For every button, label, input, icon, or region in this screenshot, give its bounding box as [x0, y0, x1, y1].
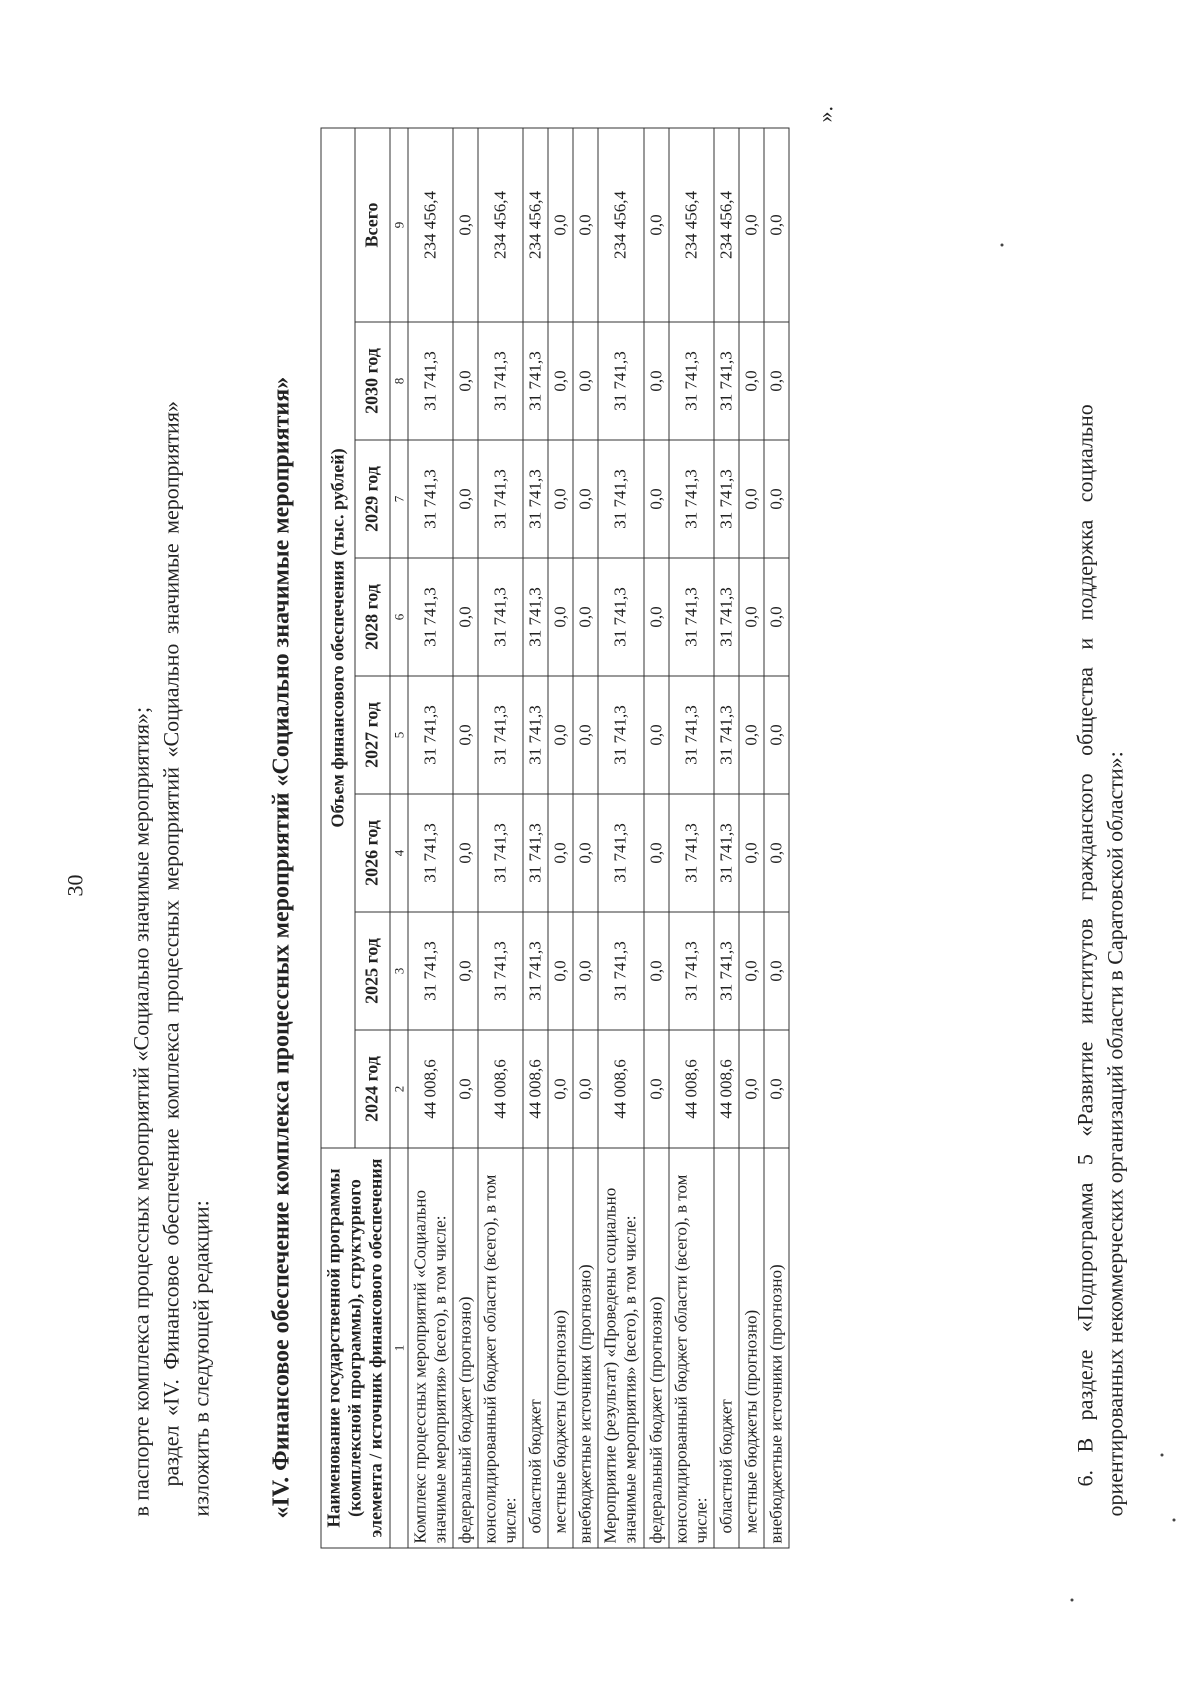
amount-cell: 0,0 [764, 794, 789, 912]
table-row [739, 128, 764, 1548]
amount-cell: 0,0 [739, 1030, 764, 1148]
table-row [478, 128, 523, 1548]
document-page [1, 0, 1200, 1697]
amount-cell: 0,0 [644, 558, 669, 676]
amount-cell: 0,0 [548, 440, 573, 558]
footer-line-2: ориентированных некоммерческих организаций области в Саратовской области»: [1102, 751, 1128, 1517]
row-source-name: местные бюджеты (прогнозно) [548, 1148, 573, 1548]
column-number: 9 [390, 128, 408, 322]
amount-cell: 31 741,3 [523, 322, 548, 440]
amount-cell: 31 741,3 [598, 322, 643, 440]
amount-cell: 234 456,4 [598, 128, 643, 322]
amount-cell: 0,0 [548, 912, 573, 1030]
table-body [408, 128, 789, 1548]
closing-mark: ». [812, 106, 838, 123]
row-source-name: внебюджетные источники (прогнозно) [764, 1148, 789, 1548]
amount-cell: 0,0 [764, 440, 789, 558]
amount-cell: 44 008,6 [523, 1030, 548, 1148]
amount-cell: 0,0 [453, 1030, 478, 1148]
amount-cell: 31 741,3 [523, 794, 548, 912]
amount-cell: 31 741,3 [408, 322, 453, 440]
amount-cell: 31 741,3 [714, 912, 739, 1030]
amount-cell: 0,0 [764, 322, 789, 440]
amount-cell: 0,0 [764, 558, 789, 676]
amount-cell: 44 008,6 [408, 1030, 453, 1148]
year-header: 2028 год [355, 558, 389, 676]
amount-cell: 234 456,4 [523, 128, 548, 322]
row-source-name: областной бюджет [714, 1148, 739, 1548]
amount-cell: 0,0 [644, 440, 669, 558]
row-source-name: Мероприятие (результат) «Проведены социально значимые мероприятия» (всего), в том числе: [598, 1148, 643, 1548]
table-row [573, 128, 598, 1548]
row-source-name: внебюджетные источники (прогнозно) [573, 1148, 598, 1548]
amount-cell: 31 741,3 [478, 558, 523, 676]
table-row [523, 128, 548, 1548]
amount-cell: 31 741,3 [669, 912, 714, 1030]
row-source-name: федеральный бюджет (прогнозно) [644, 1148, 669, 1548]
amount-cell: 0,0 [548, 1030, 573, 1148]
amount-cell: 31 741,3 [669, 558, 714, 676]
amount-cell: 0,0 [548, 128, 573, 322]
year-header: 2027 год [355, 676, 389, 794]
amount-cell: 0,0 [644, 1030, 669, 1148]
amount-cell: 0,0 [453, 676, 478, 794]
amount-cell: 0,0 [739, 794, 764, 912]
amount-cell: 31 741,3 [669, 676, 714, 794]
amount-cell: 0,0 [739, 128, 764, 322]
amount-cell: 0,0 [739, 440, 764, 558]
row-source-name: консолидированный бюджет области (всего), в том числе: [669, 1148, 714, 1548]
column-number: 1 [390, 1148, 408, 1548]
amount-cell: 31 741,3 [523, 912, 548, 1030]
intro-line-1: в паспорте комплекса процессных мероприятий «Социально значимые мероприятия»; [128, 706, 154, 1517]
amount-cell: 0,0 [453, 128, 478, 322]
amount-cell: 44 008,6 [478, 1030, 523, 1148]
column-number-row [390, 128, 408, 1548]
amount-cell: 0,0 [739, 676, 764, 794]
column-number: 4 [390, 794, 408, 912]
column-number: 2 [390, 1030, 408, 1148]
amount-cell: 44 008,6 [669, 1030, 714, 1148]
year-header: 2029 год [355, 440, 389, 558]
table-row [764, 128, 789, 1548]
amount-cell: 0,0 [644, 128, 669, 322]
row-source-name: консолидированный бюджет области (всего), в том числе: [478, 1148, 523, 1548]
year-header: Всего [355, 128, 389, 322]
amount-cell: 31 741,3 [408, 676, 453, 794]
amount-cell: 234 456,4 [714, 128, 739, 322]
amount-cell: 44 008,6 [598, 1030, 643, 1148]
amount-cell: 0,0 [764, 1030, 789, 1148]
intro-line-3: изложить в следующей редакции: [188, 1200, 214, 1517]
volume-column-header: Объем финансового обеспечения (тыс. рублей) [321, 128, 355, 1148]
amount-cell: 31 741,3 [408, 912, 453, 1030]
amount-cell: 0,0 [644, 322, 669, 440]
column-number: 5 [390, 676, 408, 794]
amount-cell: 0,0 [573, 912, 598, 1030]
amount-cell: 31 741,3 [714, 440, 739, 558]
amount-cell: 31 741,3 [478, 676, 523, 794]
amount-cell: 31 741,3 [714, 794, 739, 912]
year-header: 2026 год [355, 794, 389, 912]
amount-cell: 0,0 [764, 676, 789, 794]
table-row [408, 128, 453, 1548]
amount-cell: 31 741,3 [598, 912, 643, 1030]
column-number: 3 [390, 912, 408, 1030]
row-source-name: Комплекс процессных мероприятий «Социально значимые мероприятия» (всего), в том числе: [408, 1148, 453, 1548]
amount-cell: 234 456,4 [408, 128, 453, 322]
amount-cell: 234 456,4 [478, 128, 523, 322]
amount-cell: 0,0 [453, 322, 478, 440]
section-heading: «IV. Финансовое обеспечение комплекса процессных мероприятий «Социально значимые мероприятия» [268, 376, 295, 1519]
table-row [598, 128, 643, 1548]
amount-cell: 31 741,3 [598, 558, 643, 676]
amount-cell: 31 741,3 [408, 794, 453, 912]
table-row [644, 128, 669, 1548]
amount-cell: 0,0 [573, 676, 598, 794]
intro-line-2: раздел «IV. Финансовое обеспечение комплекса процессных мероприятий «Социально значимые мероприятия» [158, 401, 184, 1487]
scan-speck [1071, 1599, 1074, 1602]
scan-speck [1173, 1519, 1176, 1522]
amount-cell: 234 456,4 [669, 128, 714, 322]
column-number: 8 [390, 322, 408, 440]
year-header: 2025 год [355, 912, 389, 1030]
amount-cell: 31 741,3 [714, 322, 739, 440]
amount-cell: 31 741,3 [478, 440, 523, 558]
amount-cell: 0,0 [739, 322, 764, 440]
amount-cell: 31 741,3 [714, 558, 739, 676]
amount-cell: 31 741,3 [408, 558, 453, 676]
amount-cell: 0,0 [573, 322, 598, 440]
amount-cell: 31 741,3 [714, 676, 739, 794]
table-row [453, 128, 478, 1548]
amount-cell: 31 741,3 [669, 440, 714, 558]
amount-cell: 0,0 [764, 912, 789, 1030]
amount-cell: 31 741,3 [598, 794, 643, 912]
amount-cell: 31 741,3 [523, 558, 548, 676]
page-number: 30 [62, 874, 88, 897]
amount-cell: 0,0 [644, 676, 669, 794]
amount-cell: 31 741,3 [598, 676, 643, 794]
scan-speck [1001, 244, 1004, 247]
year-header: 2030 год [355, 322, 389, 440]
amount-cell: 0,0 [548, 676, 573, 794]
amount-cell: 0,0 [573, 794, 598, 912]
amount-cell: 31 741,3 [669, 794, 714, 912]
amount-cell: 0,0 [573, 1030, 598, 1148]
footer-line-1: 6. В разделе «Подпрограмма 5 «Развитие институтов гражданского общества и поддержка социально [1072, 404, 1098, 1487]
scan-speck [1161, 1454, 1164, 1457]
amount-cell: 0,0 [548, 322, 573, 440]
year-header: 2024 год [355, 1030, 389, 1148]
amount-cell: 44 008,6 [714, 1030, 739, 1148]
amount-cell: 31 741,3 [408, 440, 453, 558]
amount-cell: 0,0 [453, 558, 478, 676]
name-column-header: Наименование государственной программы (комплексной программы), структурного элемента / источник финансового обеспечения [321, 1148, 390, 1548]
amount-cell: 31 741,3 [478, 912, 523, 1030]
table-row [714, 128, 739, 1548]
column-number: 7 [390, 440, 408, 558]
row-source-name: местные бюджеты (прогнозно) [739, 1148, 764, 1548]
amount-cell: 31 741,3 [523, 676, 548, 794]
amount-cell: 0,0 [548, 558, 573, 676]
table-row [669, 128, 714, 1548]
financing-table [321, 127, 790, 1548]
amount-cell: 31 741,3 [598, 440, 643, 558]
amount-cell: 0,0 [573, 440, 598, 558]
amount-cell: 31 741,3 [478, 794, 523, 912]
table-row [548, 128, 573, 1548]
amount-cell: 0,0 [644, 912, 669, 1030]
amount-cell: 0,0 [764, 128, 789, 322]
amount-cell: 0,0 [739, 558, 764, 676]
amount-cell: 0,0 [573, 128, 598, 322]
amount-cell: 31 741,3 [523, 440, 548, 558]
amount-cell: 0,0 [573, 558, 598, 676]
amount-cell: 0,0 [453, 440, 478, 558]
column-number: 6 [390, 558, 408, 676]
amount-cell: 0,0 [453, 912, 478, 1030]
amount-cell: 0,0 [644, 794, 669, 912]
amount-cell: 31 741,3 [669, 322, 714, 440]
amount-cell: 0,0 [548, 794, 573, 912]
row-source-name: федеральный бюджет (прогнозно) [453, 1148, 478, 1548]
row-source-name: областной бюджет [523, 1148, 548, 1548]
amount-cell: 31 741,3 [478, 322, 523, 440]
amount-cell: 0,0 [453, 794, 478, 912]
amount-cell: 0,0 [739, 912, 764, 1030]
